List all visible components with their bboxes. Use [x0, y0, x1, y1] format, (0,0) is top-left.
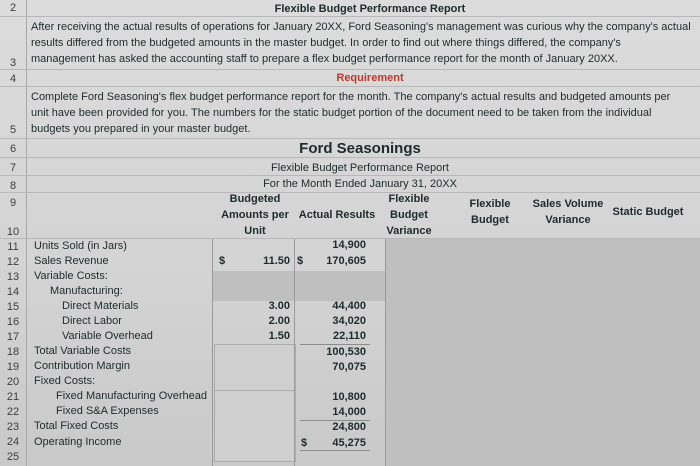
actual-value[interactable]: 14,000	[332, 406, 366, 418]
row-label[interactable]: Direct Labor	[62, 315, 122, 327]
actual-value[interactable]: 70,075	[332, 361, 366, 373]
header-static-budget: Static Budget	[612, 206, 684, 218]
currency-symbol: $	[297, 255, 304, 267]
row-label[interactable]: Units Sold (in Jars)	[34, 240, 127, 252]
currency-symbol: $	[219, 255, 226, 267]
header-flexible-budget: Budget	[471, 214, 509, 226]
row-label[interactable]: Operating Income	[34, 436, 122, 448]
intro-line: After receiving the actual results of operations for January 20XX, Ford Seasoning's management was curious why the company's actual	[31, 21, 691, 33]
row-label[interactable]: Fixed Costs:	[34, 375, 96, 387]
unit-amount[interactable]: 2.00	[268, 315, 290, 327]
company-name: Ford Seasonings	[299, 140, 421, 157]
row-number[interactable]: 9	[9, 197, 17, 209]
requirement-line: unit have been provided for you. The numbers for the static budget portion of the document need to be taken from the individual	[31, 107, 652, 119]
actual-value[interactable]: 24,800	[332, 421, 366, 433]
actual-value[interactable]: 170,605	[326, 255, 366, 267]
row-number[interactable]: 7	[9, 162, 17, 174]
report-period: For the Month Ended January 31, 20XX	[263, 178, 457, 190]
unit-input-cells[interactable]	[214, 390, 296, 462]
unit-input-cells[interactable]	[214, 344, 296, 392]
requirement-line: budgets you prepared in your master budget.	[31, 123, 251, 135]
header-flex-variance: Flexible	[388, 193, 430, 205]
header-sales-volume: Variance	[545, 214, 591, 226]
intro-line: results differed from the budgeted amounts in the master budget. In order to find out where things differed, the company's	[31, 37, 621, 49]
row-number[interactable]: 14	[6, 286, 20, 298]
row-number[interactable]: 12	[6, 256, 20, 268]
row-number[interactable]: 13	[6, 271, 20, 283]
header-actual: Actual Results	[298, 209, 376, 221]
row-number[interactable]: 24	[6, 436, 20, 448]
row-number[interactable]: 11	[7, 241, 19, 253]
header-flexible-budget: Flexible	[469, 198, 511, 210]
blank-cells[interactable]	[212, 271, 387, 301]
row-label[interactable]: Variable Costs:	[34, 270, 108, 282]
actual-value[interactable]: 10,800	[332, 391, 366, 403]
row-number[interactable]: 4	[9, 73, 17, 85]
row-number[interactable]: 20	[6, 376, 20, 388]
row-number[interactable]: 22	[6, 406, 20, 418]
row-label[interactable]: Fixed S&A Expenses	[56, 405, 159, 417]
row-number[interactable]: 19	[6, 361, 20, 373]
header-budgeted: Amounts per	[221, 209, 289, 221]
row-number[interactable]: 8	[9, 180, 17, 192]
row-number[interactable]: 15	[6, 301, 20, 313]
row-label[interactable]: Direct Materials	[62, 300, 139, 312]
actual-value[interactable]: 44,400	[332, 300, 366, 312]
requirement-label: Requirement	[336, 72, 404, 84]
header-budgeted: Unit	[244, 225, 266, 237]
currency-symbol: $	[301, 437, 308, 449]
actual-value[interactable]: 22,110	[332, 330, 366, 342]
row-label[interactable]: Fixed Manufacturing Overhead	[56, 390, 208, 402]
answer-area[interactable]	[385, 239, 700, 466]
sheet-title: Flexible Budget Performance Report	[274, 3, 466, 15]
row-number[interactable]: 2	[9, 2, 17, 14]
actual-value[interactable]: 14,900	[332, 239, 366, 251]
actual-value[interactable]: 100,530	[326, 346, 366, 358]
requirement-line: Complete Ford Seasoning's flex budget performance report for the month. The company's actual results and budgeted amounts per	[31, 91, 671, 103]
unit-amount[interactable]: 11.50	[263, 255, 290, 267]
actual-value[interactable]: 45,275	[332, 437, 366, 449]
intro-line: management has asked the accounting staff to prepare a flex budget performance report for the month of January 20XX.	[31, 53, 618, 65]
report-title: Flexible Budget Performance Report	[271, 162, 449, 174]
row-number[interactable]: 3	[9, 57, 17, 69]
header-sales-volume: Sales Volume	[532, 198, 604, 210]
row-number[interactable]: 17	[6, 331, 20, 343]
header-flex-variance: Budget	[390, 209, 428, 221]
unit-amount[interactable]: 1.50	[268, 330, 290, 342]
row-number[interactable]: 23	[6, 421, 20, 433]
row-number[interactable]: 16	[6, 316, 20, 328]
row-label[interactable]: Variable Overhead	[62, 330, 153, 342]
row-number[interactable]: 5	[9, 124, 17, 136]
header-flex-variance: Variance	[386, 225, 432, 237]
row-number[interactable]: 21	[6, 391, 20, 403]
row-label[interactable]: Manufacturing:	[50, 285, 123, 297]
actual-value[interactable]: 34,020	[332, 315, 366, 327]
row-label[interactable]: Total Variable Costs	[34, 345, 132, 357]
row-label[interactable]: Contribution Margin	[34, 360, 130, 372]
unit-amount[interactable]: 3.00	[268, 300, 290, 312]
row-number[interactable]: 10	[6, 226, 20, 238]
row-label[interactable]: Total Fixed Costs	[34, 420, 119, 432]
row-number[interactable]: 18	[6, 346, 20, 358]
row-number[interactable]: 6	[9, 143, 17, 155]
row-number[interactable]: 25	[6, 451, 20, 463]
header-budgeted: Budgeted	[229, 193, 281, 205]
row-label[interactable]: Sales Revenue	[34, 255, 109, 267]
